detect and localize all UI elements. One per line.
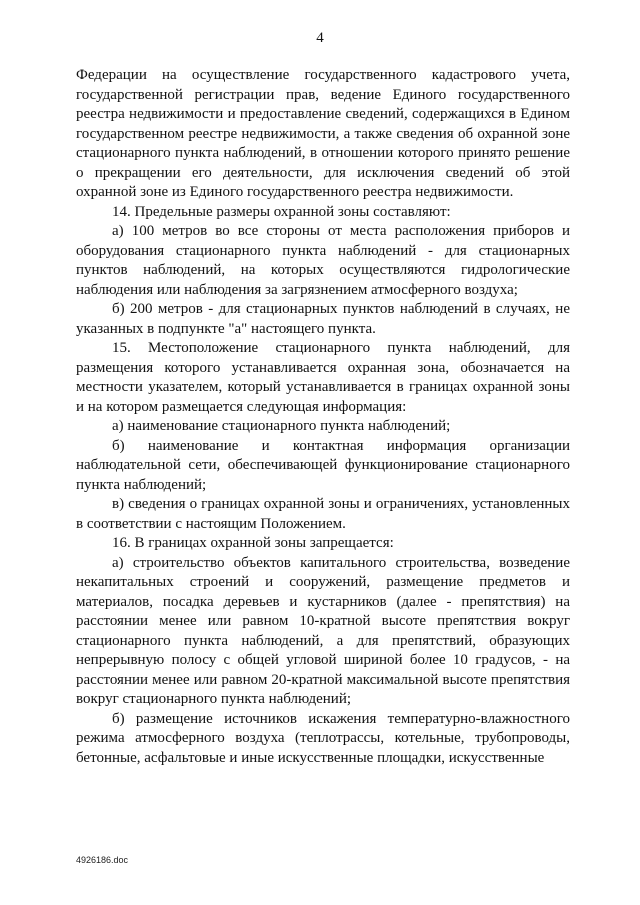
- paragraph-item-16b: б) размещение источников искажения температурно-влажностного режима атмосферного воздуха (теплотрассы, котельные, трубопроводы, бетонные, асфальтовые и иные искусственные площадки, искусственные: [76, 710, 570, 766]
- paragraph-item-14: 14. Предельные размеры охранной зоны составляют:: [112, 203, 451, 220]
- paragraph-item-14a: а) 100 метров во все стороны от места расположения приборов и оборудования стационарного пункта наблюдений - для стационарных пунктов наблюдений, на которых осуществляются гидрологические наблюдения или наблюдения за загрязнением атмосферного воздуха;: [76, 223, 570, 298]
- document-body: [76, 66, 570, 768]
- paragraph-continuation: Федерации на осуществление государственного кадастрового учета, государственной регистрации прав, ведение Единого государственного реестра недвижимости и предоставление сведений, содержащихся в Едином государственном реестре недвижимости, а также сведения об охранной зоне стационарного пункта наблюдений, в отношении которого принято решение о прекращении его деятельности, для исключения сведений об этой охранной зоне из Единого государственного реестра недвижимости.: [76, 67, 570, 200]
- paragraph-item-15: 15. Местоположение стационарного пункта наблюдений, для размещения которого устанавливается охранная зона, обозначается на местности указателем, который устанавливается в границах охранной зоны и на котором размещается следующая информация:: [76, 340, 570, 415]
- paragraph-item-15b: б) наименование и контактная информация организации наблюдательной сети, обеспечивающей функционирование стационарного пункта наблюдений;: [76, 437, 570, 493]
- paragraph-item-16: 16. В границах охранной зоны запрещается:: [112, 535, 394, 551]
- paragraph-item-14b: б) 200 метров - для стационарных пунктов наблюдений в случаях, не указанных в подпункте "а" настоящего пункта.: [76, 301, 570, 337]
- paragraph-item-16a: а) строительство объектов капитального строительства, возведение некапитальных строений и сооружений, размещение предметов и материалов, посадка деревьев и кустарников (далее - препятствия) на расстоянии менее или равном 10-кратной высоте препятствия вокруг стационарного пункта наблюдений, а для препятствий, образующих непрерывную полосу с общей угловой шириной более 10 градусов, - на расстоянии менее или равном 20-кратной максимальной высоте препятствия вокруг стационарного пункта наблюдений;: [76, 554, 570, 707]
- page-number: 4: [316, 30, 324, 46]
- paragraph-item-15a: а) наименование стационарного пункта наблюдений;: [112, 418, 451, 434]
- paragraph-item-15c: в) сведения о границах охранной зоны и ограничениях, установленных в соответствии с настоящим Положением.: [76, 496, 570, 532]
- document-filename: 4926186.doc: [76, 855, 129, 865]
